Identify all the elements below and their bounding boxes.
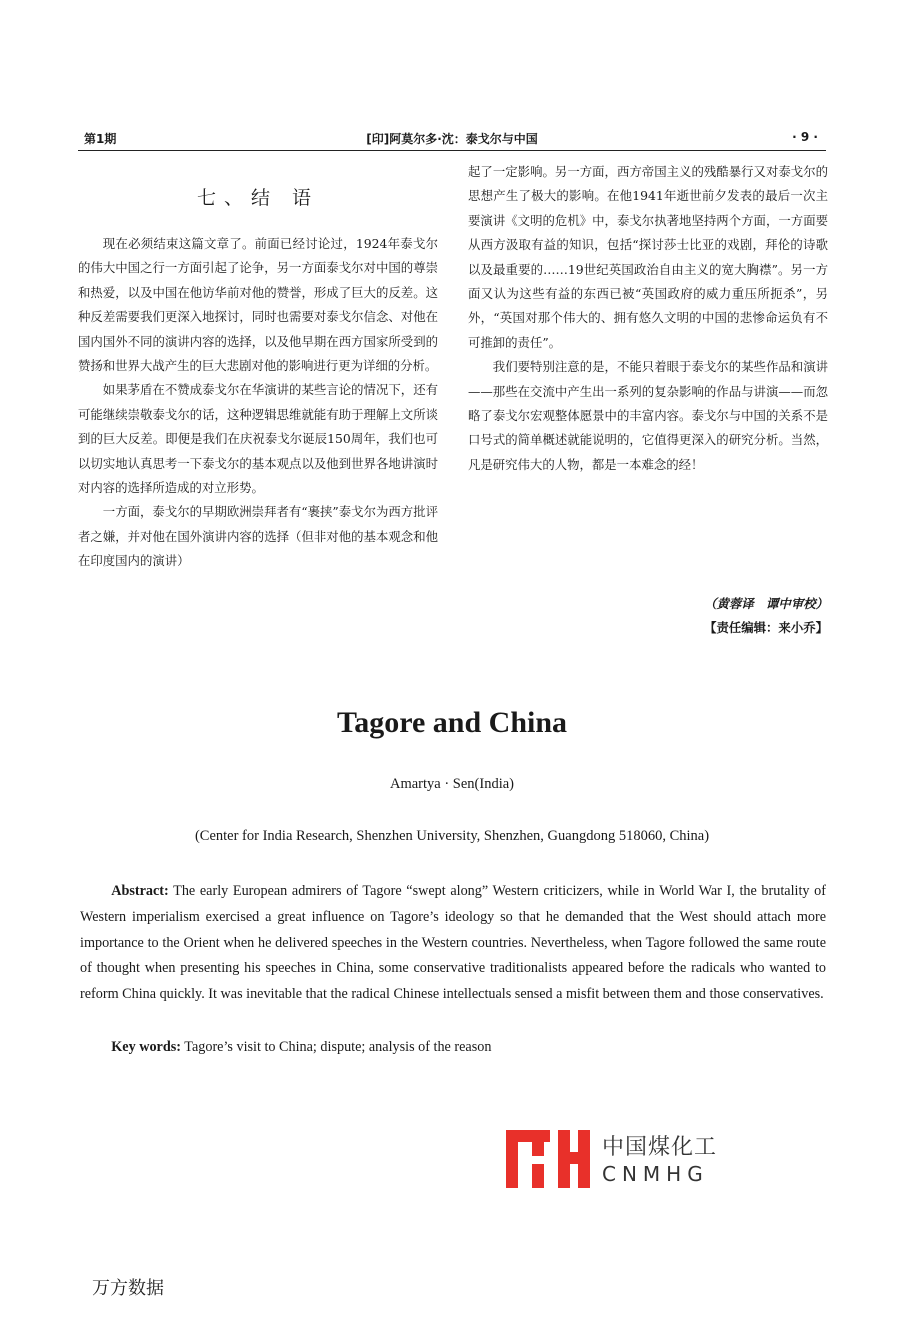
paragraph: 我们要特别注意的是，不能只着眼于泰戈尔的某些作品和演讲——那些在交流中产生出一系列的复杂影响的作品与讲演——而忽略了泰戈尔宏观整体愿景中的丰富内容。泰戈尔与中国的关系不是口号式的简单概述就能说明的，它值得更深入的研究分析。当然，凡是研究伟大的人物，都是一本难念的经！ (468, 359, 828, 472)
keywords-text: Tagore’s visit to China; dispute; analysis of the reason (184, 1039, 492, 1055)
english-affiliation: (Center for India Research, Shenzhen University, Shenzhen, Guangdong 518060, China) (194, 828, 710, 844)
running-title: [印]阿莫尔多·沈：泰戈尔与中国 (366, 132, 538, 146)
paragraph: 一方面，泰戈尔的早期欧洲崇拜者有“裹挟”泰戈尔为西方批评者之嫌，并对他在国外演讲内容的选择（但非对他的基本观念和他在印度国内的演讲） (78, 504, 438, 569)
paragraph: 起了一定影响。另一方面，西方帝国主义的残酷暴行又对泰戈尔的思想产生了极大的影响。在他1941年逝世前夕发表的最后一次主要演讲《文明的危机》中，泰戈尔执著地坚持两个方面，一方面要从西方汲取有益的知识，包括“探讨莎士比亚的戏剧，拜伦的诗歌以及最重要的……19世纪英国政治自由主义的宽大胸襟”。另一方面又认为这些有益的东西已被“英国政府的威力重压所扼杀”，另外，“英国对那个伟大的、拥有悠久文明的中国的悲惨命运负有不可推卸的责任”。 (468, 164, 828, 350)
translator-credit: （黄蓉译 谭中审校） (704, 596, 828, 611)
issue-number: 第1期 (84, 132, 117, 146)
watermark: 万方数据 (92, 1278, 164, 1299)
cnmhg-logo (502, 1128, 722, 1190)
abstract-text: The early European admirers of Tagore “swept along” Western criticizers, while in World War I, the brutality of Western imperialism exercised a great influence on Tagore’s ideology so that he demanded that the West should attach more importance to the Orient when he delivered speeches in the Western countries. Nevertheless, when Tagore followed the same route of thought when presenting his speeches in China, some conservative traditionalists appeared before the radicals who wanted to reform China quickly. It was inevitable that the radical Chinese intellectuals sensed a misfit between them and those conservatives. (80, 883, 826, 1003)
editor-credit: 【责任编辑：来小乔】 (704, 620, 828, 635)
english-keywords (80, 1035, 826, 1061)
logo-text-en: CNMHG (602, 1162, 709, 1186)
right-column (468, 160, 828, 477)
english-author: Amartya · Sen(India) (389, 776, 514, 792)
section-heading: 七、结 语 (196, 187, 320, 209)
paragraph: 现在必须结束这篇文章了。前面已经讨论过，1924年泰戈尔的伟大中国之行一方面引起了论争，另一方面泰戈尔对中国的尊崇和热爱，以及中国在他访华前对他的赞誉，形成了巨大的反差。这种反差需要我们更深入地探讨，同时也需要对泰戈尔信念、对他在国内国外不同的演讲内容的选择，以及他早期在西方国家所受到的赞扬和世界大战产生的巨大悲剧对他的影响进行更为详细的分析。 (78, 236, 438, 374)
page-number: · 9 · (792, 130, 818, 144)
english-title: Tagore and China (336, 706, 568, 739)
credits (468, 592, 828, 640)
cnmhg-logo-mark-icon (502, 1128, 594, 1190)
paragraph: 如果茅盾在不赞成泰戈尔在华演讲的某些言论的情况下，还有可能继续崇敬泰戈尔的话，这种逻辑思维就能有助于理解上文所谈到的巨大反差。即便是我们在庆祝泰戈尔诞辰150周年，我们也可以切实地认真思考一下泰戈尔的基本观点以及他到世界各地讲演时对内容的选择所造成的对立形势。 (78, 382, 438, 496)
abstract-label: Abstract: (111, 883, 169, 899)
keywords-label: Key words: (111, 1039, 181, 1055)
logo-text-cn: 中国煤化工 (602, 1135, 718, 1160)
left-column (78, 160, 438, 574)
running-head (78, 126, 826, 151)
english-abstract (80, 879, 826, 1008)
